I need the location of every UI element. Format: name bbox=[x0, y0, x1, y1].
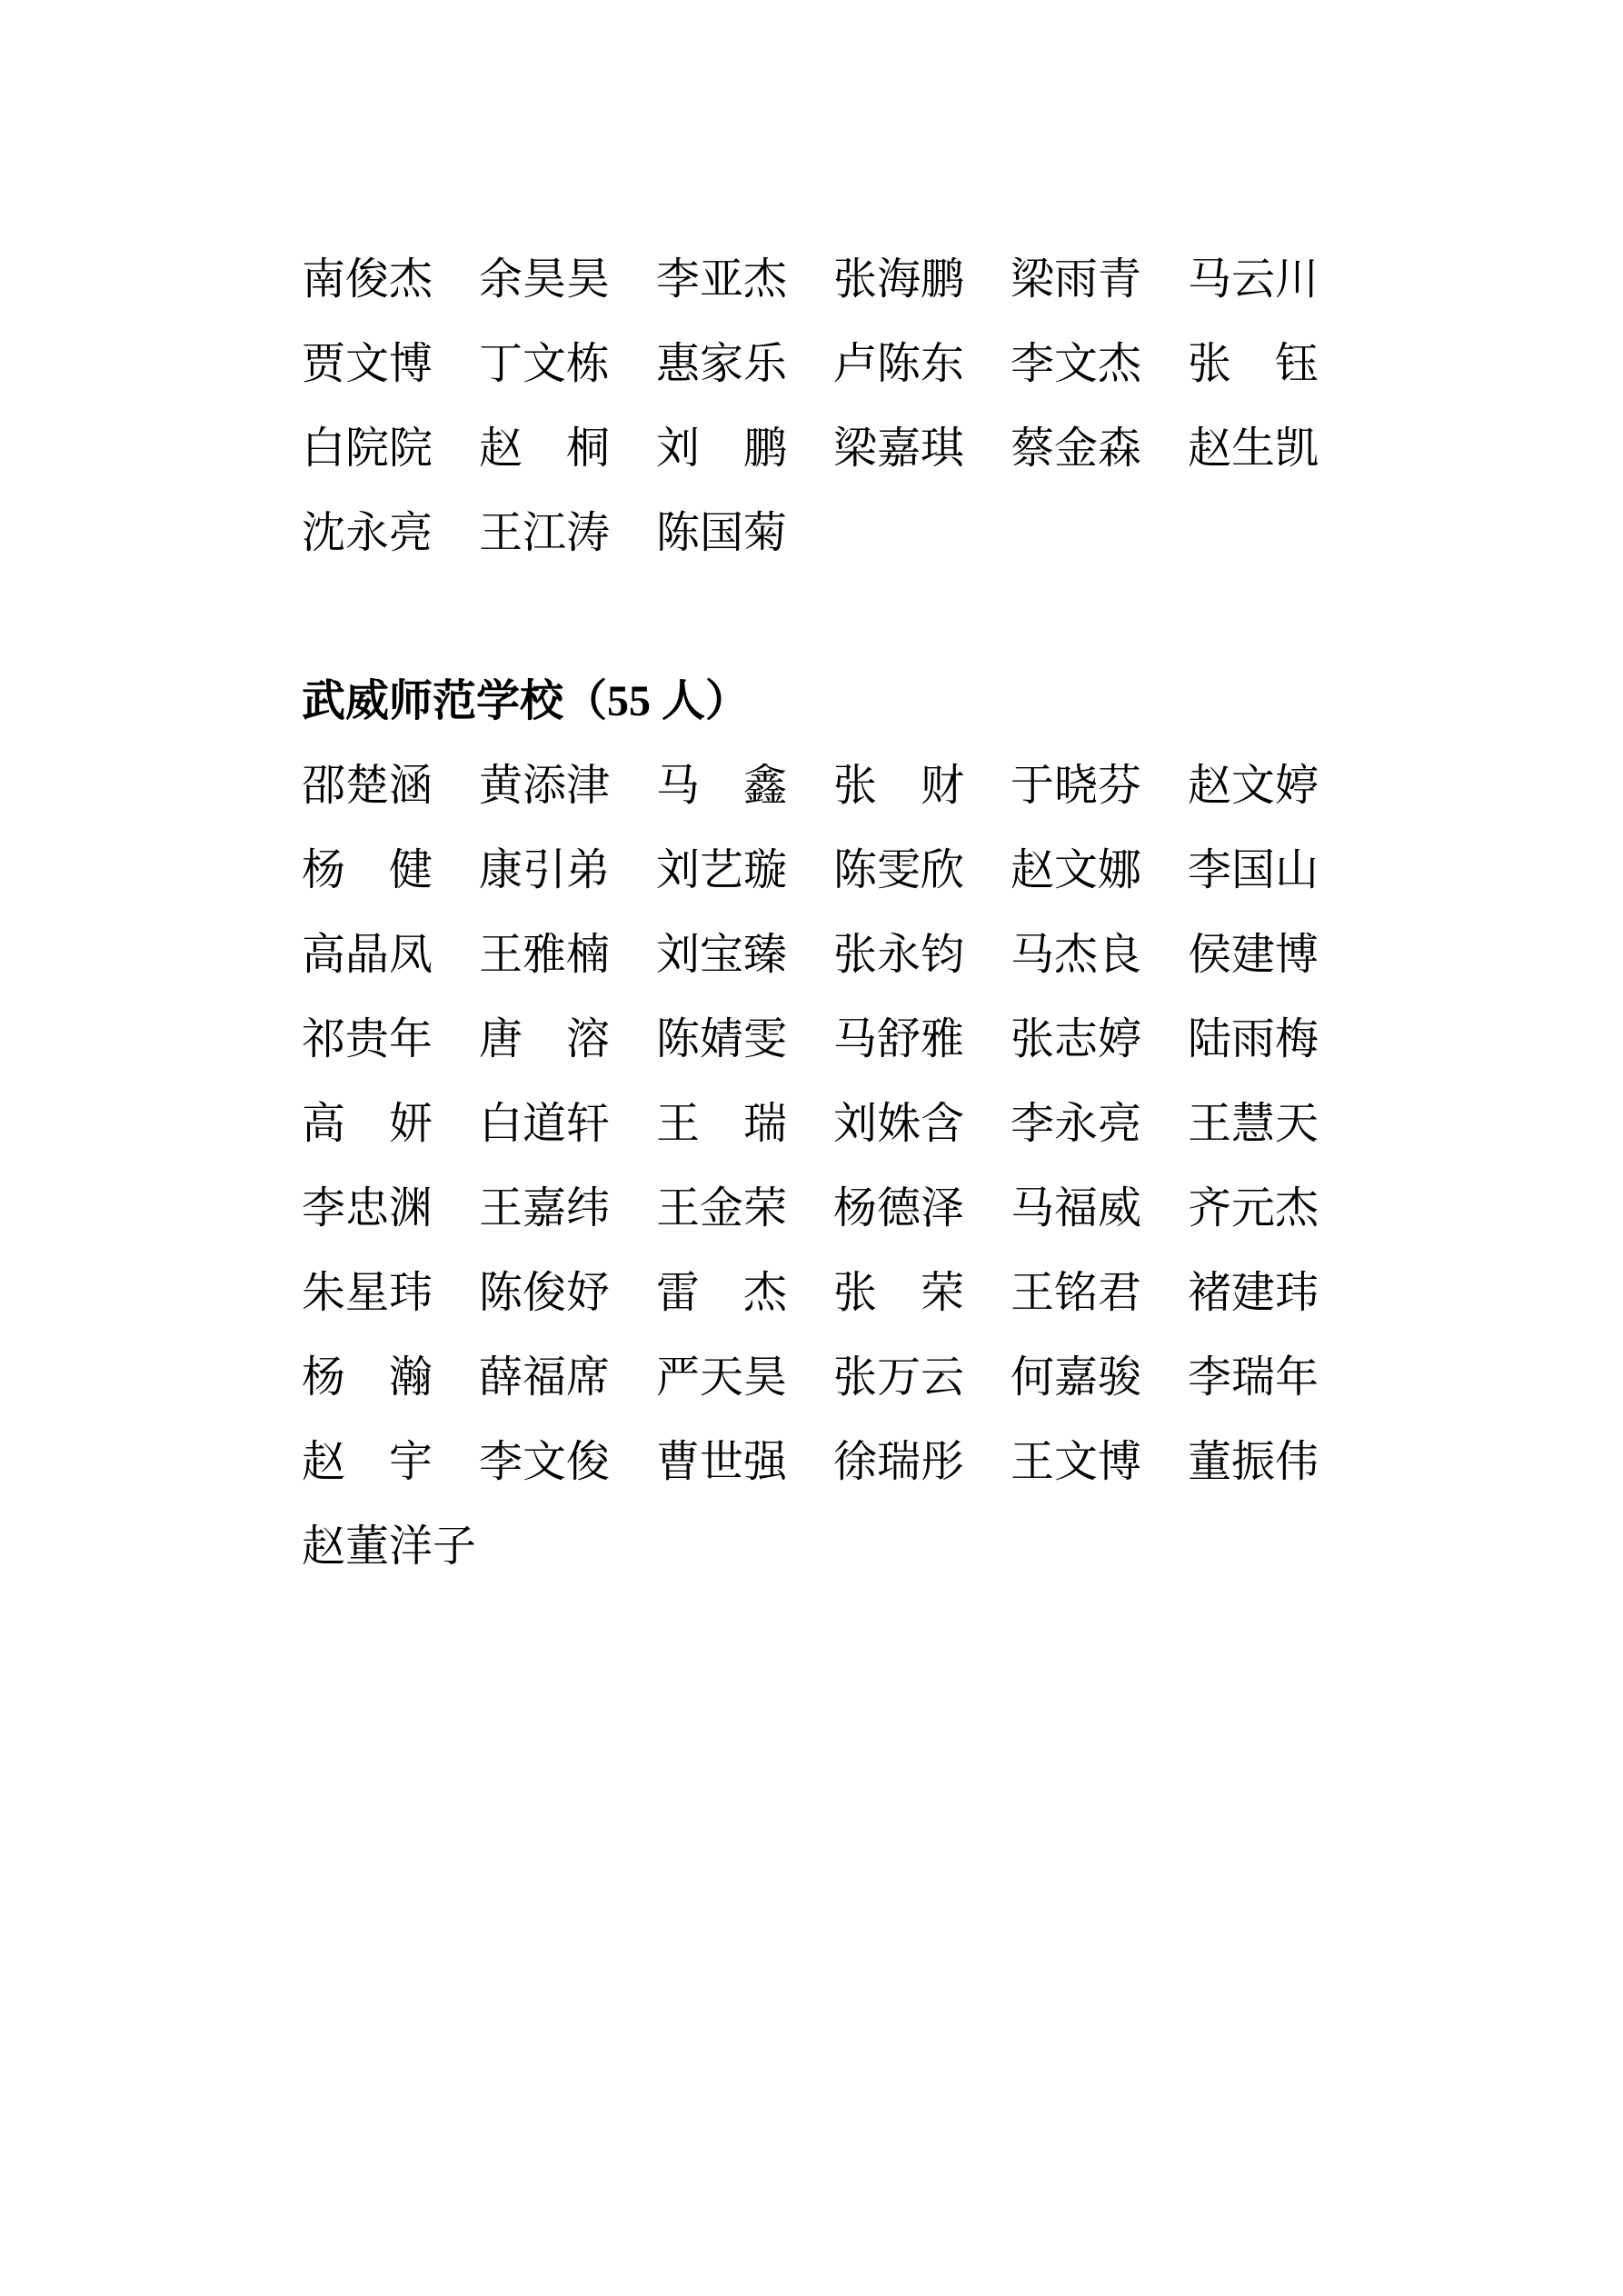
name-item: 白院院 bbox=[302, 424, 433, 473]
name-item: 梁嘉琪 bbox=[833, 424, 965, 473]
name-item: 褚建玮 bbox=[1188, 1268, 1319, 1317]
name-item: 梁雨青 bbox=[1011, 255, 1142, 304]
name-item: 徐瑞彤 bbox=[833, 1437, 965, 1486]
name-item: 赵生凯 bbox=[1188, 424, 1319, 473]
name-item: 李永亮 bbox=[1011, 1099, 1142, 1148]
name-item: 董振伟 bbox=[1188, 1437, 1319, 1486]
name-item: 赵 桐 bbox=[479, 424, 611, 473]
name-item: 马杰良 bbox=[1011, 930, 1142, 979]
name-item: 王慧天 bbox=[1188, 1099, 1319, 1148]
name-item: 赵文婷 bbox=[1188, 761, 1319, 810]
name-item: 薛福席 bbox=[479, 1353, 611, 1402]
name-item: 王嘉纬 bbox=[479, 1183, 611, 1233]
name-row bbox=[302, 828, 1374, 913]
name-item: 蔡金森 bbox=[1011, 424, 1142, 473]
name-row bbox=[302, 1082, 1374, 1166]
section-heading: 武威师范学校（55 人） bbox=[302, 676, 750, 725]
name-item: 沈永亮 bbox=[302, 508, 433, 557]
name-row bbox=[302, 406, 1374, 491]
name-item: 于晓芬 bbox=[1011, 761, 1142, 810]
name-item: 张 钰 bbox=[1188, 339, 1319, 388]
name-item: 严天昊 bbox=[656, 1353, 788, 1402]
name-item: 张志婷 bbox=[1011, 1014, 1142, 1063]
name-item: 李文俊 bbox=[479, 1437, 611, 1486]
name-item: 刘艺璇 bbox=[656, 845, 788, 894]
name-item: 陈俊妤 bbox=[479, 1268, 611, 1317]
name-item: 陈国菊 bbox=[656, 508, 788, 557]
name-item: 赵 宇 bbox=[302, 1437, 433, 1486]
name-item: 马云川 bbox=[1188, 255, 1319, 304]
name-item: 李亚杰 bbox=[656, 255, 788, 304]
name-row bbox=[302, 913, 1374, 997]
name-item: 杨 健 bbox=[302, 845, 433, 894]
name-item: 祁贵年 bbox=[302, 1014, 433, 1063]
name-item: 余昊昊 bbox=[479, 255, 611, 304]
name-row bbox=[302, 1504, 1374, 1589]
name-item: 杨 瀚 bbox=[302, 1353, 433, 1402]
name-item: 张海鹏 bbox=[833, 255, 965, 304]
name-item: 刘姝含 bbox=[833, 1099, 965, 1148]
name-row bbox=[302, 1166, 1374, 1251]
name-item: 赵文娜 bbox=[1011, 845, 1142, 894]
name-item: 李国山 bbox=[1188, 845, 1319, 894]
name-item: 王铭君 bbox=[1011, 1268, 1142, 1317]
name-item: 王江涛 bbox=[479, 508, 611, 557]
name-item: 李文杰 bbox=[1011, 339, 1142, 388]
name-row bbox=[302, 1420, 1374, 1504]
name-row bbox=[302, 237, 1374, 322]
name-item: 张 荣 bbox=[833, 1268, 965, 1317]
name-item: 刘 鹏 bbox=[656, 424, 788, 473]
name-item: 王 瑞 bbox=[656, 1099, 788, 1148]
name-item: 马 鑫 bbox=[656, 761, 788, 810]
name-item: 唐 溶 bbox=[479, 1014, 611, 1063]
name-item: 齐元杰 bbox=[1188, 1183, 1319, 1233]
name-item: 王文博 bbox=[1011, 1437, 1142, 1486]
name-item: 邵楚涵 bbox=[302, 761, 433, 810]
name-item: 陈雯欣 bbox=[833, 845, 965, 894]
name-row bbox=[302, 322, 1374, 406]
name-item: 南俊杰 bbox=[302, 255, 433, 304]
name-row bbox=[302, 997, 1374, 1082]
name-row bbox=[302, 1335, 1374, 1420]
name-item: 刘宝臻 bbox=[656, 930, 788, 979]
name-item: 李瑞年 bbox=[1188, 1353, 1319, 1402]
name-item: 王金荣 bbox=[656, 1183, 788, 1233]
name-item: 陈婧雯 bbox=[656, 1014, 788, 1063]
name-item: 张永钧 bbox=[833, 930, 965, 979]
document-content bbox=[302, 237, 1374, 1589]
name-item: 丁文栋 bbox=[479, 339, 611, 388]
name-item: 张 财 bbox=[833, 761, 965, 810]
name-item: 高晶凤 bbox=[302, 930, 433, 979]
name-item: 卢陈东 bbox=[833, 339, 965, 388]
name-item: 张万云 bbox=[833, 1353, 965, 1402]
name-item: 何嘉骏 bbox=[1011, 1353, 1142, 1402]
name-row bbox=[302, 1251, 1374, 1335]
name-item: 高 妍 bbox=[302, 1099, 433, 1148]
name-item: 杨德泽 bbox=[833, 1183, 965, 1233]
name-item: 陆雨梅 bbox=[1188, 1014, 1319, 1063]
name-item: 李忠渊 bbox=[302, 1183, 433, 1233]
name-item: 赵董洋子 bbox=[302, 1522, 477, 1571]
name-item: 白道轩 bbox=[479, 1099, 611, 1148]
name-item: 曹世强 bbox=[656, 1437, 788, 1486]
name-row bbox=[302, 744, 1374, 828]
name-item: 雷 杰 bbox=[656, 1268, 788, 1317]
name-item: 惠家乐 bbox=[656, 339, 788, 388]
name-item: 侯建博 bbox=[1188, 930, 1319, 979]
name-item: 黄添津 bbox=[479, 761, 611, 810]
name-item: 朱星玮 bbox=[302, 1268, 433, 1317]
name-row bbox=[302, 491, 1374, 575]
name-item: 马福威 bbox=[1011, 1183, 1142, 1233]
name-item: 马舒雅 bbox=[833, 1014, 965, 1063]
name-item: 王雅楠 bbox=[479, 930, 611, 979]
name-item: 贾文博 bbox=[302, 339, 433, 388]
name-item: 康引弟 bbox=[479, 845, 611, 894]
